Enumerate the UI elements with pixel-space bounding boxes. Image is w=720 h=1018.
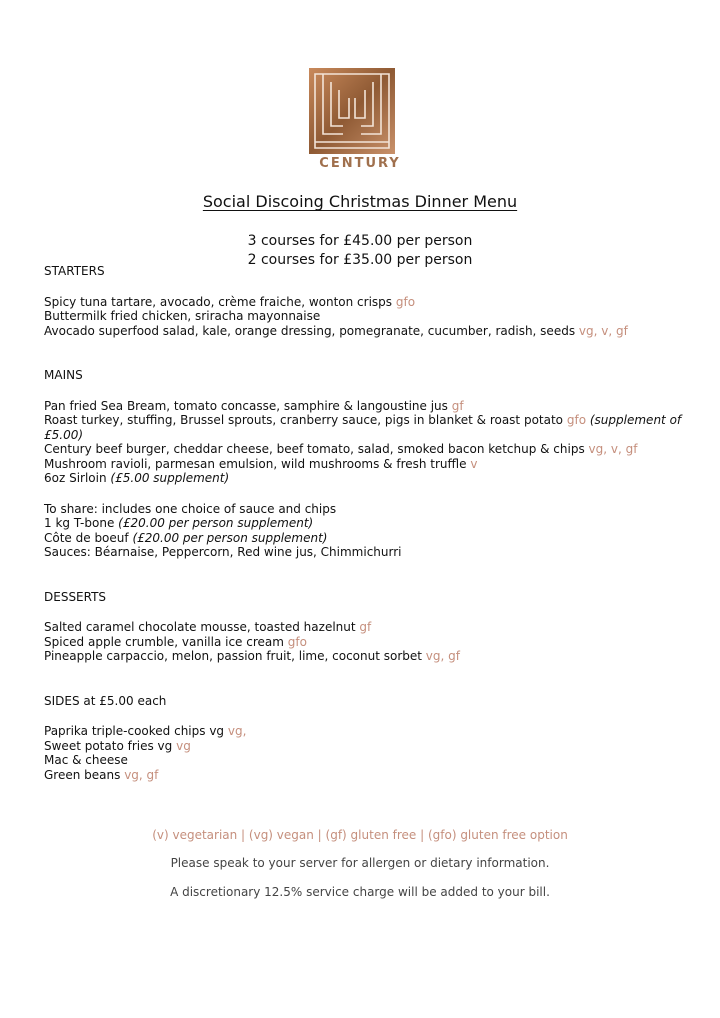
- dietary-tag: v: [470, 456, 478, 471]
- allergen-note: Please speak to your server for allergen or dietary information.: [170, 856, 550, 870]
- menu-title: Social Discoing Christmas Dinner Menu: [202, 192, 518, 211]
- dietary-tag: gf: [451, 398, 464, 413]
- dietary-tag: vg, gf: [124, 767, 159, 782]
- list-item: Mushroom ravioli, parmesan emulsion, wild mushrooms & fresh truffle v: [44, 456, 478, 471]
- supplement-note: (£5.00 supplement): [110, 471, 230, 485]
- list-item: Green beans vg, gf: [44, 767, 159, 782]
- list-item: Roast turkey, stuffing, Brussel sprouts, cranberry sauce, pigs in blanket & roast potato gfo (supplement of £5.00): [44, 413, 682, 442]
- list-item: Pineapple carpaccio, melon, passion fruit, lime, coconut sorbet vg, gf: [44, 649, 460, 663]
- list-item: Spiced apple crumble, vanilla ice cream gfo: [44, 634, 307, 649]
- sauces-line: Sauces: Béarnaise, Peppercorn, Red wine jus, Chimmichurri: [44, 545, 402, 559]
- list-item: Côte de boeuf (£20.00 per person supplement): [44, 530, 328, 545]
- sides-heading: SIDES at £5.00 each: [44, 693, 167, 708]
- pricing-three-courses: 3 courses for £45.00 per person: [247, 233, 473, 249]
- list-item: Spicy tuna tartare, avocado, crème fraiche, wonton crisps gfo: [44, 294, 416, 309]
- supplement-note: (£20.00 per person supplement): [118, 516, 314, 530]
- list-item: 1 kg T-bone (£20.00 per person supplement): [44, 516, 314, 530]
- dietary-tag: vg, v, gf: [578, 323, 628, 338]
- menu-body: [44, 264, 684, 782]
- list-item: Avocado superfood salad, kale, orange dressing, pomegranate, cucumber, radish, seeds vg, v, gf: [44, 323, 628, 338]
- supplement-note: (£20.00 per person supplement): [132, 530, 328, 545]
- dietary-legend: (v) vegetarian | (vg) vegan | (gf) gluten free | (gfo) gluten free option: [152, 828, 568, 842]
- dietary-tag: gf: [359, 620, 372, 634]
- brand-name: CENTURY: [319, 156, 401, 171]
- supplement-note: (supplement of £5.00): [44, 413, 682, 442]
- list-item: Century beef burger, cheddar cheese, beef tomato, salad, smoked bacon ketchup & chips vg, v, gf: [44, 442, 638, 456]
- service-charge-note: A discretionary 12.5% service charge will be added to your bill.: [170, 885, 550, 899]
- share-intro: To share: includes one choice of sauce and chips: [44, 501, 337, 516]
- desserts-heading: DESSERTS: [44, 589, 107, 604]
- list-item: Salted caramel chocolate mousse, toasted hazelnut gf: [44, 620, 372, 634]
- dietary-tag: vg, gf: [425, 649, 460, 663]
- dietary-tag: vg,: [227, 724, 247, 738]
- list-item: 6oz Sirloin (£5.00 supplement): [44, 471, 230, 485]
- pricing-two-courses: 2 courses for £35.00 per person: [247, 252, 473, 268]
- dietary-tag: vg, v, gf: [588, 442, 638, 456]
- list-item: Buttermilk fried chicken, sriracha mayonnaise: [44, 309, 321, 323]
- list-item: Sweet potato fries vg vg: [44, 738, 191, 753]
- dietary-tag: gfo: [566, 413, 587, 427]
- century-logo-icon: [309, 68, 395, 154]
- dietary-tag: vg: [176, 738, 191, 753]
- list-item: Paprika triple-cooked chips vg vg,: [44, 724, 247, 738]
- mains-heading: MAINS: [44, 368, 83, 382]
- starters-heading: STARTERS: [44, 264, 105, 278]
- dietary-tag: gfo: [287, 634, 307, 649]
- list-item: Pan fried Sea Bream, tomato concasse, samphire & langoustine jus gf: [44, 398, 464, 413]
- list-item: Mac & cheese: [44, 753, 128, 767]
- dietary-tag: gfo: [395, 294, 416, 309]
